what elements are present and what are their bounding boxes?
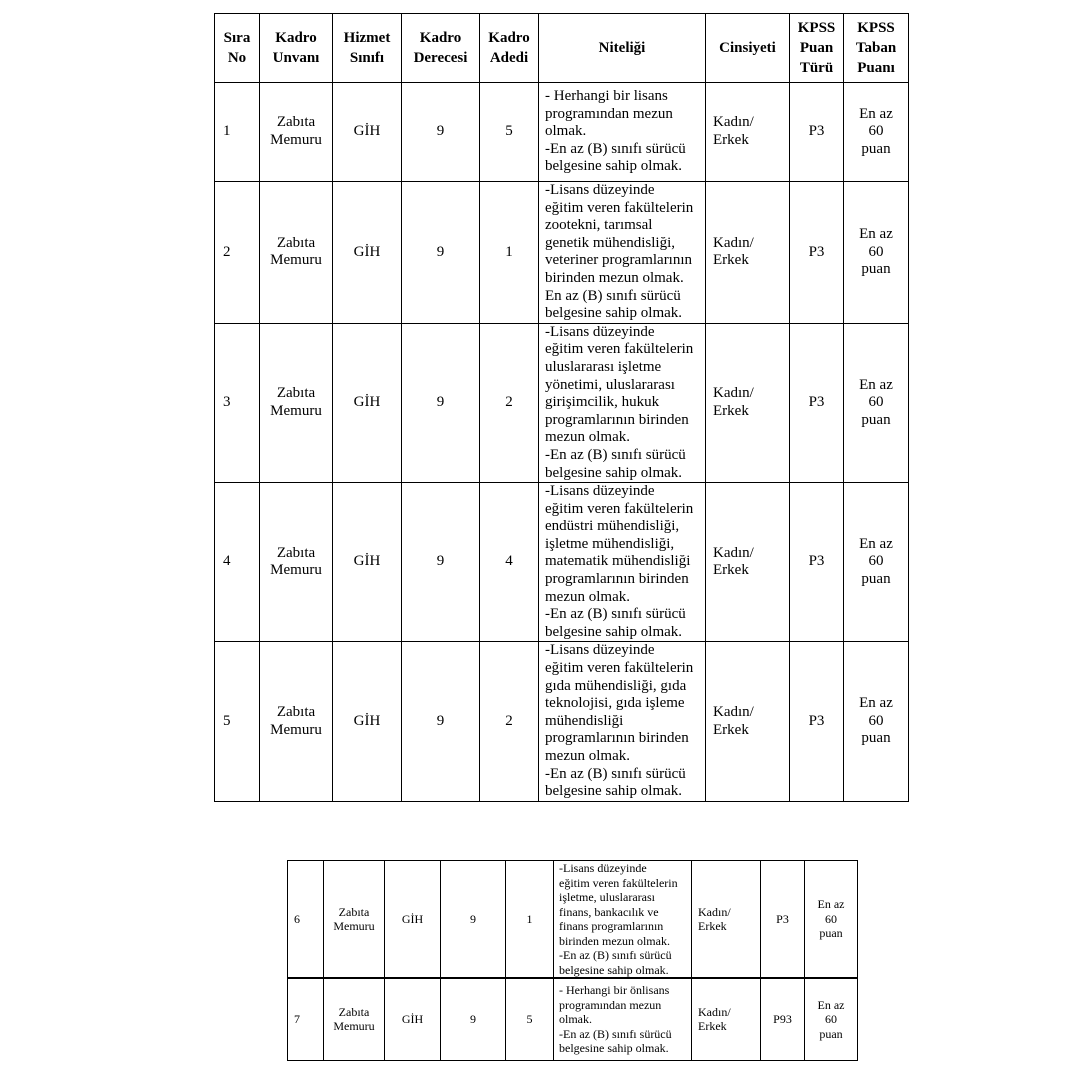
cell-kadro-derecesi: 9	[402, 83, 480, 182]
table-row	[215, 182, 909, 324]
cell-niteligi: -Lisans düzeyinde eğitim veren fakültelerin endüstri mühendisliği, işletme mühendisliği, matematik mühendisliği programlarının birinden mezun olmak. -En az (B) sınıfı sürücü belgesine sahip olmak.	[539, 483, 706, 642]
cell-kadro-adedi: 1	[480, 182, 539, 324]
cell-niteligi: -Lisans düzeyinde eğitim veren fakültelerin uluslararası işletme yönetimi, uluslararası girişimcilik, hukuk programlarının birinden mezun olmak. -En az (B) sınıfı sürücü belgesine sahip olmak.	[539, 323, 706, 482]
cell-cinsiyeti: Kadın/ Erkek	[706, 483, 790, 642]
header-kpss-taban-puani: KPSS Taban Puanı	[844, 14, 909, 83]
cell-kadro-derecesi: 9	[441, 978, 506, 1060]
cell-kadro-adedi: 4	[480, 483, 539, 642]
table-row	[288, 978, 858, 1060]
cell-cinsiyeti: Kadın/ Erkek	[706, 182, 790, 324]
cell-kadro-derecesi: 9	[402, 483, 480, 642]
cell-kpss-taban-puani: En az 60 puan	[805, 978, 858, 1060]
header-hizmet-sinifi: Hizmet Sınıfı	[333, 14, 402, 83]
cell-niteligi: -Lisans düzeyinde eğitim veren fakültelerin gıda mühendisliği, gıda teknolojisi, gıda işleme mühendisliği programlarının birinden mezun olmak. -En az (B) sınıfı sürücü belgesine sahip olmak.	[539, 642, 706, 801]
header-kadro-unvani: Kadro Unvanı	[260, 14, 333, 83]
cell-sira-no: 7	[288, 978, 324, 1060]
cell-kadro-adedi: 2	[480, 323, 539, 482]
staff-positions-table-continued	[287, 860, 858, 1061]
cell-kadro-unvani: Zabıta Memuru	[324, 978, 385, 1060]
cell-kpss-taban-puani: En az 60 puan	[844, 182, 909, 324]
cell-kpss-taban-puani: En az 60 puan	[844, 323, 909, 482]
cell-cinsiyeti: Kadın/ Erkek	[692, 861, 761, 979]
staff-positions-table	[214, 13, 909, 802]
cell-niteligi: -Lisans düzeyinde eğitim veren fakültelerin işletme, uluslararası finans, bankacılık ve finans programlarının birinden mezun olmak. -En az (B) sınıfı sürücü belgesine sahip olmak.	[554, 861, 692, 979]
cell-hizmet-sinifi: GİH	[385, 861, 441, 979]
cell-kpss-puan-turu: P3	[761, 861, 805, 979]
cell-kadro-adedi: 5	[480, 83, 539, 182]
cell-kadro-unvani: Zabıta Memuru	[260, 182, 333, 324]
header-niteligi: Niteliği	[539, 14, 706, 83]
cell-hizmet-sinifi: GİH	[333, 642, 402, 801]
cell-hizmet-sinifi: GİH	[333, 83, 402, 182]
cell-kadro-adedi: 1	[506, 861, 554, 979]
cell-sira-no: 3	[215, 323, 260, 482]
table-row	[288, 861, 858, 979]
cell-kpss-taban-puani: En az 60 puan	[844, 483, 909, 642]
cell-kadro-derecesi: 9	[441, 861, 506, 979]
cell-kadro-adedi: 5	[506, 978, 554, 1060]
cell-kadro-unvani: Zabıta Memuru	[324, 861, 385, 979]
cell-kadro-derecesi: 9	[402, 642, 480, 801]
cell-sira-no: 4	[215, 483, 260, 642]
cell-sira-no: 6	[288, 861, 324, 979]
cell-kadro-unvani: Zabıta Memuru	[260, 323, 333, 482]
cell-cinsiyeti: Kadın/ Erkek	[706, 83, 790, 182]
cell-cinsiyeti: Kadın/ Erkek	[706, 323, 790, 482]
table-row	[215, 323, 909, 482]
cell-niteligi: - Herhangi bir lisans programından mezun olmak. -En az (B) sınıfı sürücü belgesine sahip olmak.	[539, 83, 706, 182]
table-header-row	[215, 14, 909, 83]
cell-kpss-puan-turu: P3	[790, 642, 844, 801]
header-kadro-adedi: Kadro Adedi	[480, 14, 539, 83]
cell-kadro-unvani: Zabıta Memuru	[260, 83, 333, 182]
cell-hizmet-sinifi: GİH	[333, 483, 402, 642]
cell-cinsiyeti: Kadın/ Erkek	[692, 978, 761, 1060]
header-kpss-puan-turu: KPSS Puan Türü	[790, 14, 844, 83]
header-sira-no: Sıra No	[215, 14, 260, 83]
table-row	[215, 83, 909, 182]
header-kadro-derecesi: Kadro Derecesi	[402, 14, 480, 83]
table-row	[215, 483, 909, 642]
cell-cinsiyeti: Kadın/ Erkek	[706, 642, 790, 801]
cell-hizmet-sinifi: GİH	[333, 323, 402, 482]
cell-niteligi: -Lisans düzeyinde eğitim veren fakültelerin zootekni, tarımsal genetik mühendisliği, veteriner programlarının birinden mezun olmak. En az (B) sınıfı sürücü belgesine sahip olmak.	[539, 182, 706, 324]
cell-kadro-derecesi: 9	[402, 182, 480, 324]
cell-kadro-unvani: Zabıta Memuru	[260, 642, 333, 801]
cell-kpss-puan-turu: P3	[790, 83, 844, 182]
cell-sira-no: 1	[215, 83, 260, 182]
cell-kpss-taban-puani: En az 60 puan	[844, 83, 909, 182]
cell-sira-no: 5	[215, 642, 260, 801]
cell-kadro-adedi: 2	[480, 642, 539, 801]
cell-niteligi: - Herhangi bir önlisans programından mezun olmak. -En az (B) sınıfı sürücü belgesine sahip olmak.	[554, 978, 692, 1060]
cell-kpss-puan-turu: P3	[790, 483, 844, 642]
cell-kpss-puan-turu: P3	[790, 323, 844, 482]
cell-kadro-derecesi: 9	[402, 323, 480, 482]
cell-hizmet-sinifi: GİH	[333, 182, 402, 324]
cell-kpss-puan-turu: P3	[790, 182, 844, 324]
cell-kpss-taban-puani: En az 60 puan	[805, 861, 858, 979]
header-cinsiyeti: Cinsiyeti	[706, 14, 790, 83]
cell-kpss-taban-puani: En az 60 puan	[844, 642, 909, 801]
cell-kadro-unvani: Zabıta Memuru	[260, 483, 333, 642]
cell-kpss-puan-turu: P93	[761, 978, 805, 1060]
cell-sira-no: 2	[215, 182, 260, 324]
table-row	[215, 642, 909, 801]
cell-hizmet-sinifi: GİH	[385, 978, 441, 1060]
